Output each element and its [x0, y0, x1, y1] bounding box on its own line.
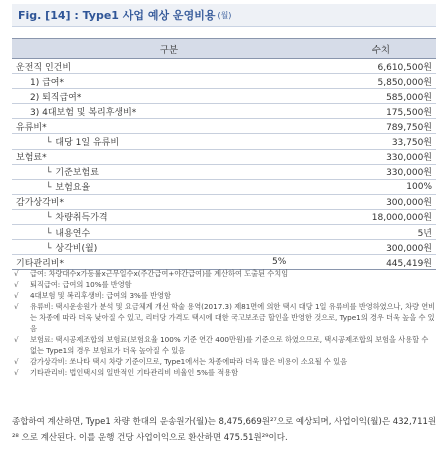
- row-rate: [232, 240, 325, 255]
- row-rate: [232, 149, 325, 164]
- row-label: [12, 209, 232, 224]
- row-value: 330,000원: [326, 149, 436, 164]
- check-mark-icon: √: [14, 269, 19, 278]
- sub-item-icon: └: [46, 168, 52, 179]
- footnote-item: [14, 301, 436, 334]
- table-row: [12, 164, 436, 179]
- footnote-item: [14, 367, 436, 378]
- sub-item-icon: └: [46, 213, 52, 224]
- row-label-text: 기준보험료: [55, 168, 99, 179]
- sub-item-icon: └: [46, 228, 52, 239]
- row-rate: [232, 104, 325, 119]
- table-row: [12, 194, 436, 209]
- row-value: 300,000원: [326, 194, 436, 209]
- check-mark-icon: √: [14, 335, 19, 344]
- row-rate: [232, 209, 325, 224]
- footnote-item: [14, 356, 436, 367]
- row-label: [12, 179, 232, 194]
- footnote-item: [14, 279, 436, 290]
- check-mark-icon: √: [14, 357, 19, 366]
- header-value: 수치: [326, 39, 436, 59]
- check-mark-icon: √: [14, 280, 19, 289]
- check-mark-icon: √: [14, 291, 19, 300]
- row-value: 445,419원: [326, 255, 436, 270]
- row-label: [12, 240, 232, 255]
- footnote-text: 퇴직급여: 급여의 10%를 반영함: [30, 280, 132, 289]
- footnote-text: 기타관리비: 법인택시의 일반적인 기타관리비 비율인 5%를 적용함: [30, 368, 239, 377]
- footnote-text: 보험료: 택시공제조합의 보험료(보험요율 100% 기준 연간 400만원)를 기준으로 하였으므로, 택시공제조합의 보험을 사용할 수 없는 Type1의 경우 보험료가 더욱 높아질 수 있음: [30, 335, 429, 355]
- row-label-text: 감가상각비*: [16, 198, 64, 209]
- cost-table: [12, 38, 436, 270]
- row-value: 6,610,500원: [326, 59, 436, 74]
- row-rate: [232, 179, 325, 194]
- row-label: [12, 134, 232, 149]
- row-value: 100%: [326, 179, 436, 194]
- row-value: 18,000,000원: [326, 209, 436, 224]
- row-label-text: 유류비*: [16, 122, 47, 133]
- table-row: [12, 240, 436, 255]
- check-mark-icon: √: [14, 302, 19, 311]
- table-row: [12, 59, 436, 74]
- row-label: [12, 59, 232, 74]
- row-label: [12, 119, 232, 134]
- row-value: 585,000원: [326, 89, 436, 104]
- row-label-text: 운전직 인건비: [16, 62, 72, 73]
- row-value: 5,850,000원: [326, 74, 436, 89]
- row-rate: [232, 194, 325, 209]
- row-label: [12, 164, 232, 179]
- sub-item-icon: └: [46, 183, 52, 194]
- row-label-text: 내용연수: [55, 228, 91, 239]
- footnotes: [14, 268, 436, 378]
- row-label-text: 3) 4대보험 및 복리후생비*: [30, 107, 137, 118]
- row-label: [12, 104, 232, 119]
- row-label: [12, 194, 232, 209]
- row-label-text: 보험요율: [55, 183, 91, 194]
- figure-unit: (월): [217, 10, 232, 20]
- row-rate: 5%: [232, 255, 325, 270]
- check-mark-icon: √: [14, 368, 19, 377]
- row-label-text: 기타관리비*: [16, 258, 64, 269]
- table-row: [12, 149, 436, 164]
- row-value: 330,000원: [326, 164, 436, 179]
- row-label-text: 대당 1일 유류비: [55, 138, 120, 149]
- figure-title: [12, 4, 436, 27]
- table-header-row: [12, 39, 436, 59]
- footnote-text: 4대보험 및 복리후생비: 급여의 3%를 반영함: [30, 291, 171, 300]
- row-label: [12, 149, 232, 164]
- footnote-item: [14, 268, 436, 279]
- table-row: [12, 119, 436, 134]
- row-value: 789,750원: [326, 119, 436, 134]
- row-value: 175,500원: [326, 104, 436, 119]
- table-row: [12, 179, 436, 194]
- row-label-text: 1) 급여*: [30, 77, 64, 88]
- figure-label: Fig. [14] : Type1 사업 예상 운영비용: [18, 9, 216, 22]
- footnote-text: 급여: 차량대수x가동률x근무일수x(주간급여+야간급여)를 계산하여 도출된 수치임: [30, 269, 289, 278]
- table-row: [12, 74, 436, 89]
- table-row: [12, 225, 436, 240]
- row-rate: [232, 59, 325, 74]
- table-row: [12, 134, 436, 149]
- sub-item-icon: └: [46, 138, 52, 149]
- row-label-text: 상각비(월): [55, 243, 98, 254]
- row-value: 33,750원: [326, 134, 436, 149]
- row-rate: [232, 134, 325, 149]
- table-row: [12, 209, 436, 224]
- row-label: [12, 225, 232, 240]
- table-row: [12, 89, 436, 104]
- footnote-text: 감가상각비: 쏘나타 택시 차량 기준이므로, Type1에서는 차종에따라 더욱 많은 비용이 소요될 수 있음: [30, 357, 348, 366]
- row-label-text: 2) 퇴직급여*: [30, 92, 82, 103]
- row-rate: [232, 164, 325, 179]
- row-value: 5년: [326, 225, 436, 240]
- header-category: 구분: [12, 39, 326, 59]
- footnote-text: 유류비: 택시운송원가 분석 및 요금체계 개선 학술 용역(2017.3) 제81면에 의한 택시 대당 1일 유류비를 반영하였으나, 차량 연비는 차종에 따라 더욱 낮아질 수 있고, 리터당 가격도 택시에 대한 국고보조금 할인을 반영한 것으로, Type1의 경우 더욱 높을 수 있음: [30, 302, 436, 333]
- row-rate: [232, 225, 325, 240]
- row-label: [12, 89, 232, 104]
- summary-paragraph: 종합하여 계산하면, Type1 차량 한대의 운송원가(월)는 8,475,669원²⁷으로 예상되며, 사업이익(월)은 432,711원²⁸ 으로 계산된다. 이를 운행 건당 사업이익으로 환산하면 475.51원²⁹이다.: [12, 417, 437, 443]
- footnote-item: [14, 290, 436, 301]
- table-row: [12, 104, 436, 119]
- row-rate: [232, 74, 325, 89]
- row-value: 300,000원: [326, 240, 436, 255]
- row-label: [12, 74, 232, 89]
- row-label-text: 차량취득가격: [55, 213, 108, 224]
- row-label-text: 보험료*: [16, 153, 47, 164]
- footnote-item: [14, 334, 436, 356]
- row-rate: [232, 119, 325, 134]
- row-rate: [232, 89, 325, 104]
- sub-item-icon: └: [46, 243, 52, 254]
